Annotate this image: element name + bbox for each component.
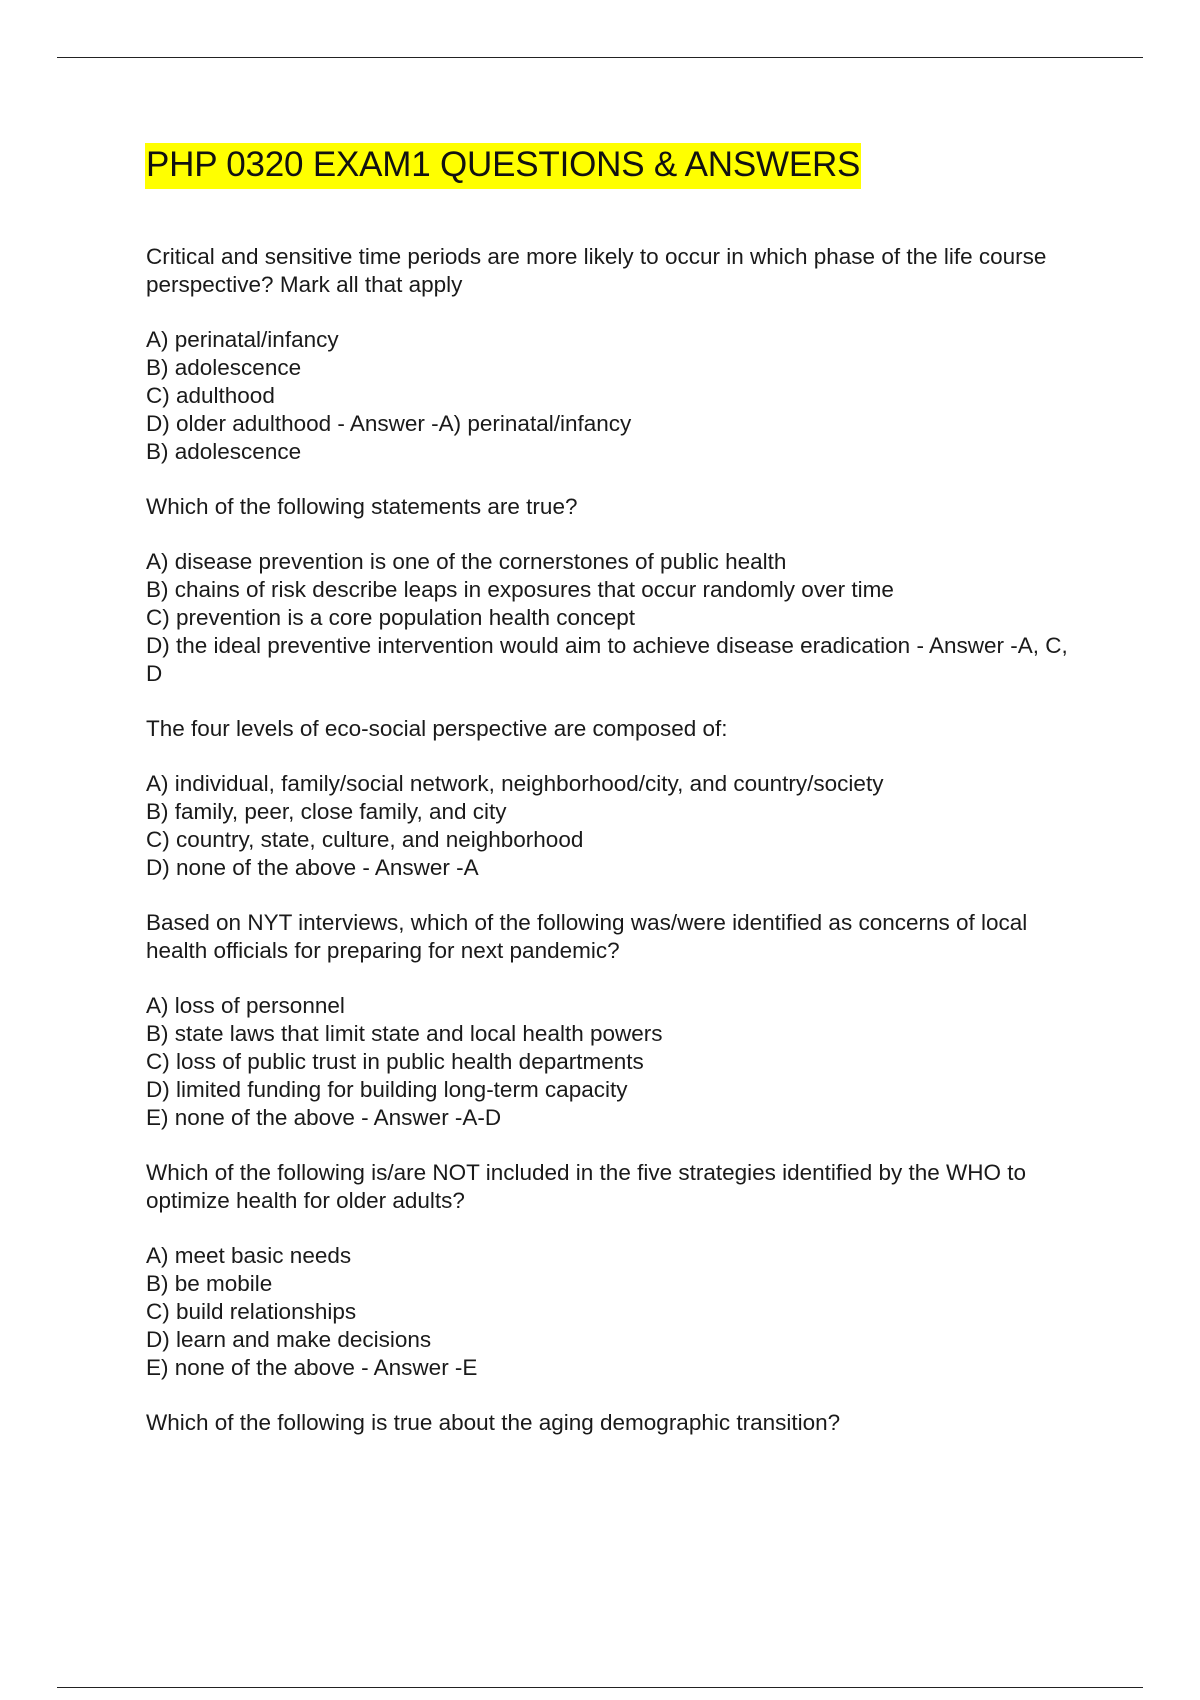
option-e-with-answer: E) none of the above - Answer -E [146,1355,478,1380]
question-block-6 [146,1409,1086,1437]
option-c: C) prevention is a core population health concept [146,605,636,630]
option-b: B) adolescence [146,355,302,380]
question-text: Which of the following statements are true? [146,494,578,519]
option-list [146,1242,1086,1382]
option-c: C) loss of public trust in public health departments [146,1049,644,1074]
option-c: C) build relationships [146,1299,357,1324]
option-b: B) family, peer, close family, and city [146,799,507,824]
option-c: C) country, state, culture, and neighborhood [146,827,584,852]
option-list [146,992,1086,1132]
top-rule [57,57,1143,58]
option-d-with-answer: D) older adulthood - Answer -A) perinatal/infancy [146,411,632,436]
option-list [146,548,1086,688]
option-b: B) state laws that limit state and local health powers [146,1021,663,1046]
question-block-4 [146,909,1086,1132]
option-d: D) limited funding for building long-term capacity [146,1077,628,1102]
question-text: Critical and sensitive time periods are more likely to occur in which phase of the life course perspective? Mark all that apply [146,244,1047,297]
question-text: Which of the following is true about the aging demographic transition? [146,1410,841,1435]
question-block-2 [146,493,1086,688]
option-d-with-answer: D) the ideal preventive intervention would aim to achieve disease eradication - Answer -A, C, D [146,633,1068,686]
title-highlight [145,143,861,189]
option-c: C) adulthood [146,383,275,408]
answer-continuation: B) adolescence [146,439,302,464]
option-b: B) be mobile [146,1271,273,1296]
document-title: PHP 0320 EXAM1 QUESTIONS & ANSWERS [146,145,861,184]
option-a: A) meet basic needs [146,1243,352,1268]
option-d-with-answer: D) none of the above - Answer -A [146,855,479,880]
question-block-5 [146,1159,1086,1382]
document-body [146,143,1086,1464]
question-text: The four levels of eco-social perspective are composed of: [146,716,728,741]
question-block-3 [146,715,1086,882]
option-list [146,326,1086,466]
bottom-rule [57,1687,1143,1688]
question-text: Based on NYT interviews, which of the following was/were identified as concerns of local health officials for preparing for next pandemic? [146,910,1028,963]
option-a: A) loss of personnel [146,993,345,1018]
option-a: A) disease prevention is one of the cornerstones of public health [146,549,787,574]
option-a: A) perinatal/infancy [146,327,339,352]
question-text: Which of the following is/are NOT included in the five strategies identified by the WHO to optimize health for older adults? [146,1160,1027,1213]
question-block-1 [146,243,1086,466]
option-e-with-answer: E) none of the above - Answer -A-D [146,1105,502,1130]
option-list [146,770,1086,882]
question-list [146,243,1086,1437]
option-d: D) learn and make decisions [146,1327,432,1352]
option-a: A) individual, family/social network, neighborhood/city, and country/society [146,771,884,796]
option-b: B) chains of risk describe leaps in exposures that occur randomly over time [146,577,894,602]
